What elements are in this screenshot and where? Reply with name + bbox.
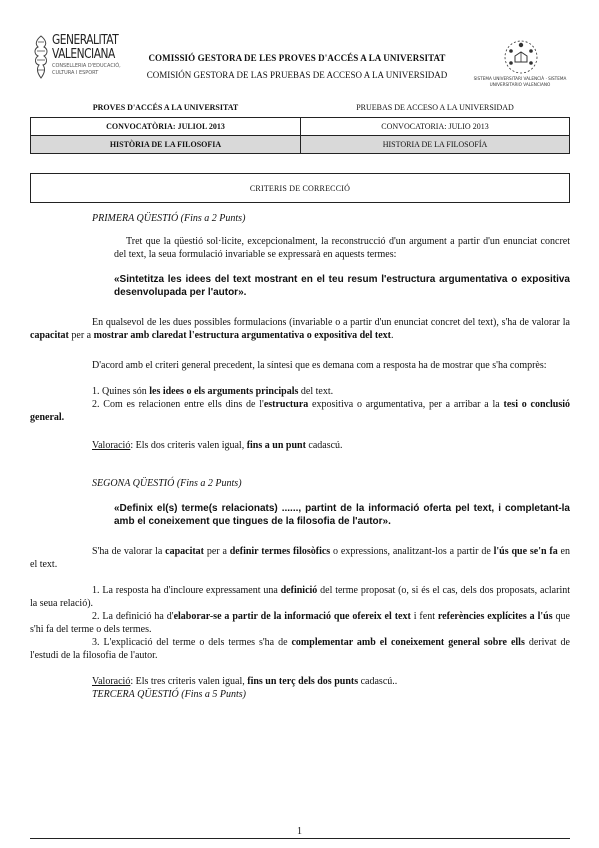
text-run: fins un terç dels dos punts xyxy=(247,676,359,687)
text-run: tesi o conclusió general. xyxy=(30,399,571,423)
convocatoria-es: CONVOCATORIA: JULIO 2013 xyxy=(301,117,570,135)
university-system-logo xyxy=(470,38,570,93)
criteris-title: CRITERIS DE CORRECCIÓ xyxy=(249,183,351,193)
list-item xyxy=(30,610,570,636)
text-run: en el text. xyxy=(30,546,570,570)
generalitat-emblem-icon xyxy=(32,34,50,80)
document-body xyxy=(30,212,570,701)
text-run: 2. La definició ha d' xyxy=(92,611,174,622)
university-system-name: SISTEMA UNIVERSITARI VALENCIÀ · SISTEMA UNIVERSITARIO VALENCIANO xyxy=(473,76,567,87)
text-run: l'ús que se'n fa xyxy=(493,546,558,557)
list-item xyxy=(30,584,570,610)
text-run: del terme proposat (o, si és el cas, dels dos proposats, aclarint la seua relació). xyxy=(30,585,571,609)
document-header xyxy=(132,52,462,82)
exam-info-table xyxy=(30,98,570,154)
header-title-ca: COMISSIÓ GESTORA DE LES PROVES D'ACCÉS A LA UNIVERSITAT xyxy=(148,53,446,63)
footer-divider xyxy=(30,838,570,839)
generalitat-name: GENERALITAT VALENCIANA xyxy=(52,33,119,62)
text-run: expositiva o argumentativa, per a arribar a la xyxy=(308,399,504,410)
list-item xyxy=(30,385,570,398)
page-number: 1 xyxy=(297,826,302,837)
question-1-intro: Tret que la qüestió sol·licite, excepcionalment, la reconstrucció d'un argument a partir d'un enunciat concret del text, la seua formulació invariable se expressarà en aquests termes: xyxy=(114,236,570,260)
text-run: definir termes filosòfics xyxy=(229,546,331,557)
question-2-valoracio xyxy=(92,675,570,688)
text-run: cadascú. xyxy=(305,440,343,451)
question-2-title: SEGONA QÜESTIÓ (Fins a 2 Punts) xyxy=(92,478,242,489)
text-run: les idees o els arguments principals xyxy=(149,386,299,397)
text-run: cadascú.. xyxy=(358,676,398,687)
question-1-valoracio xyxy=(92,439,570,452)
convocatoria-ca: CONVOCATÒRIA: JULIOL 2013 xyxy=(31,117,301,135)
text-run: : Els dos criteris valen igual, xyxy=(130,440,247,451)
generalitat-department: CONSELLERIA D'EDUCACIÓ, CULTURA I ESPORT xyxy=(52,63,121,76)
header-title-es: COMISIÓN GESTORA DE LAS PRUEBAS DE ACCESO A LA UNIVERSIDAD xyxy=(146,70,448,80)
text-run: complementar amb el coneixement general sobre ells xyxy=(291,637,525,648)
question-3-title: TERCERA QÜESTIÓ (Fins a 5 Punts) xyxy=(92,689,246,700)
question-2-paragraph xyxy=(30,545,570,571)
question-2-quote: «Definix el(s) terme(s relacionats) ......, partint de la informació oferta pel text, i completant-la amb el coneixement que tingues de la filosofia de l'autor». xyxy=(114,503,570,527)
text-run: 2. Com es relacionen entre ells dins de l' xyxy=(92,399,264,410)
text-run: 1. La resposta ha d'incloure expressament una xyxy=(92,585,281,596)
text-run: que s'hi fa del terme o dels termes. xyxy=(30,611,570,635)
text-run: per a xyxy=(204,546,230,557)
list-item xyxy=(30,398,570,424)
pruebas-label: PRUEBAS DE ACCESO A LA UNIVERSIDAD xyxy=(301,98,570,117)
proves-label: PROVES D'ACCÉS A LA UNIVERSITAT xyxy=(31,98,301,117)
list-item xyxy=(30,636,570,662)
text-run: . xyxy=(390,330,394,341)
text-run: : Els tres criteris valen igual, xyxy=(130,676,248,687)
text-run: En qualsevol de les dues possibles formulacions (invariable o a partir d'un enunciat concret del text), s'ha de valorar la xyxy=(92,317,570,328)
text-run: definició xyxy=(280,585,318,596)
valoracio-label: Valoració xyxy=(92,440,131,451)
text-run: elaborar-se a partir de la informació que ofereix el text xyxy=(173,611,411,622)
table-row xyxy=(31,117,570,135)
text-run: capacitat xyxy=(30,330,69,341)
text-run: 1. Quines són xyxy=(92,386,150,397)
subject-es: HISTORIA DE LA FILOSOFÍA xyxy=(301,135,570,153)
text-run: capacitat xyxy=(165,546,205,557)
question-1-paragraph xyxy=(30,316,570,342)
question-1-quote: «Sintetitza les idees del text mostrant en el teu resum l'estructura argumentativa o expositiva desenvolupada per l'autor». xyxy=(114,274,570,298)
question-1-title: PRIMERA QÜESTIÓ (Fins a 2 Punts) xyxy=(92,213,246,224)
text-run: S'ha de valorar la xyxy=(92,546,166,557)
text-run: derivat de l'estudi de la filosofia de l'autor. xyxy=(30,637,570,661)
text-run: mostrar amb claredat l'estructura argumentativa o expositiva del text xyxy=(93,330,391,341)
table-row xyxy=(31,135,570,153)
table-row xyxy=(31,98,570,117)
text-run: del text. xyxy=(298,386,334,397)
question-1-paragraph-2: D'acord amb el criteri general precedent, la síntesi que es demana com a resposta ha de mostrar que s'ha comprès: xyxy=(92,360,547,371)
valoracio-label: Valoració xyxy=(92,676,131,687)
text-run: referències explícites a l'ús xyxy=(437,611,553,622)
text-run: i fent xyxy=(410,611,438,622)
text-run: o expressions, analitzant-los a partir de xyxy=(330,546,494,557)
university-seal-icon xyxy=(502,38,540,76)
text-run: estructura xyxy=(263,399,309,410)
generalitat-logo xyxy=(30,30,130,88)
text-run: per a xyxy=(68,330,94,341)
text-run: 3. L'explicació del terme o dels termes s'ha de xyxy=(92,637,292,648)
text-run: fins a un punt xyxy=(246,440,306,451)
criteris-title-box xyxy=(30,173,570,203)
subject-ca: HISTÒRIA DE LA FILOSOFIA xyxy=(31,135,301,153)
